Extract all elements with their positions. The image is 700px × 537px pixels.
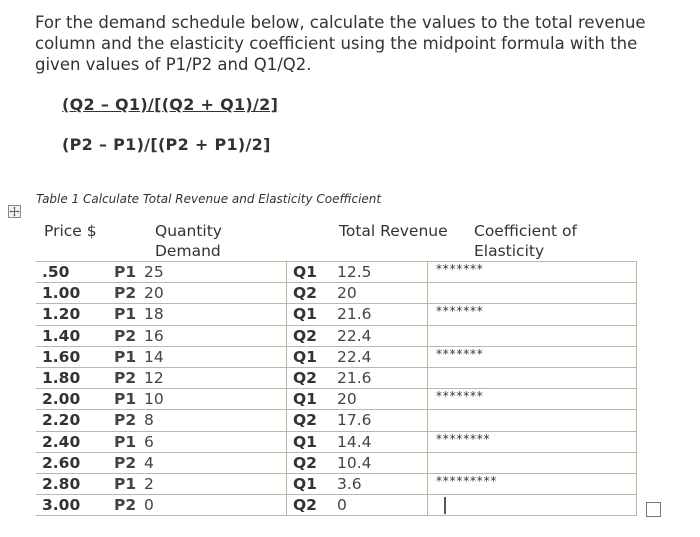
answer-checkbox[interactable] bbox=[646, 502, 661, 517]
table-caption: Table 1 Calculate Total Revenue and Elasticity Coefficient bbox=[36, 192, 382, 206]
spacer-cell bbox=[256, 262, 287, 283]
total-revenue-cell[interactable]: 21.6 bbox=[337, 367, 428, 388]
quantity-label-cell: Q1 bbox=[287, 431, 338, 452]
price-cell: 2.20 bbox=[36, 410, 114, 431]
quantity-label-cell: Q2 bbox=[287, 367, 338, 388]
formula-denominator: (P2 – P1)/[(P2 + P1)/2] bbox=[62, 135, 271, 154]
quantity-cell: 25 bbox=[144, 262, 256, 283]
header-coefficient-line2: Elasticity bbox=[474, 242, 545, 260]
quantity-label-cell: Q2 bbox=[287, 283, 338, 304]
price-cell: 1.40 bbox=[36, 325, 114, 346]
table-row bbox=[36, 367, 637, 388]
quantity-cell: 4 bbox=[144, 452, 256, 473]
table-row bbox=[36, 325, 637, 346]
total-revenue-cell[interactable]: 14.4 bbox=[337, 431, 428, 452]
spacer-cell bbox=[256, 495, 287, 516]
price-label-cell: P2 bbox=[114, 452, 144, 473]
spacer-cell bbox=[256, 325, 287, 346]
quantity-label-cell: Q2 bbox=[287, 325, 338, 346]
header-quantity-line2: Demand bbox=[155, 242, 221, 260]
spacer-cell bbox=[256, 410, 287, 431]
elasticity-cell[interactable] bbox=[428, 410, 637, 431]
elasticity-cell[interactable] bbox=[428, 367, 637, 388]
price-label-cell: P1 bbox=[114, 473, 144, 494]
elasticity-cell[interactable]: ******* bbox=[428, 304, 637, 325]
price-label-cell: P2 bbox=[114, 325, 144, 346]
table-row bbox=[36, 431, 637, 452]
total-revenue-cell[interactable]: 20 bbox=[337, 283, 428, 304]
spacer-cell bbox=[256, 473, 287, 494]
quantity-label-cell: Q1 bbox=[287, 304, 338, 325]
spacer-cell bbox=[256, 452, 287, 473]
quantity-cell: 16 bbox=[144, 325, 256, 346]
price-cell: 1.60 bbox=[36, 346, 114, 367]
price-cell: 2.60 bbox=[36, 452, 114, 473]
spacer-cell bbox=[256, 431, 287, 452]
total-revenue-cell[interactable]: 22.4 bbox=[337, 325, 428, 346]
price-cell: 3.00 bbox=[36, 495, 114, 516]
elasticity-cell[interactable]: ******* bbox=[428, 346, 637, 367]
quantity-label-cell: Q1 bbox=[287, 473, 338, 494]
elasticity-cell[interactable]: ******** bbox=[428, 431, 637, 452]
table-move-handle-icon[interactable] bbox=[8, 205, 21, 218]
spacer-cell bbox=[256, 304, 287, 325]
question-intro: For the demand schedule below, calculate the values to the total revenue column and the elasticity coefficient using the midpoint formula with the given values of P1/P2 and Q1/Q2. bbox=[35, 13, 646, 74]
quantity-cell: 0 bbox=[144, 495, 256, 516]
price-cell: 1.20 bbox=[36, 304, 114, 325]
table-row bbox=[36, 262, 637, 283]
price-label-cell: P1 bbox=[114, 304, 144, 325]
header-coefficient-line1: Coefficient of bbox=[474, 222, 577, 240]
elasticity-cell[interactable] bbox=[428, 325, 637, 346]
price-cell: 2.00 bbox=[36, 389, 114, 410]
price-cell: 2.80 bbox=[36, 473, 114, 494]
demand-schedule-table bbox=[36, 261, 637, 516]
header-total-revenue: Total Revenue bbox=[339, 222, 448, 240]
price-label-cell: P2 bbox=[114, 495, 144, 516]
quantity-cell: 6 bbox=[144, 431, 256, 452]
table-row bbox=[36, 283, 637, 304]
quantity-cell: 14 bbox=[144, 346, 256, 367]
table-row bbox=[36, 495, 637, 516]
quantity-label-cell: Q1 bbox=[287, 262, 338, 283]
elasticity-cell[interactable] bbox=[428, 452, 637, 473]
price-label-cell: P1 bbox=[114, 346, 144, 367]
quantity-cell: 20 bbox=[144, 283, 256, 304]
elasticity-cell[interactable]: ******* bbox=[428, 262, 637, 283]
elasticity-cell[interactable] bbox=[428, 283, 637, 304]
total-revenue-cell[interactable]: 22.4 bbox=[337, 346, 428, 367]
price-label-cell: P2 bbox=[114, 367, 144, 388]
price-label-cell: P1 bbox=[114, 262, 144, 283]
table-row bbox=[36, 389, 637, 410]
formula-numerator: (Q2 – Q1)/[(Q2 + Q1)/2] bbox=[62, 95, 279, 114]
quantity-label-cell: Q2 bbox=[287, 410, 338, 431]
total-revenue-cell[interactable]: 21.6 bbox=[337, 304, 428, 325]
spacer-cell bbox=[256, 346, 287, 367]
header-quantity-line1: Quantity bbox=[155, 222, 222, 240]
text-cursor bbox=[444, 497, 446, 514]
total-revenue-cell[interactable]: 20 bbox=[337, 389, 428, 410]
quantity-cell: 10 bbox=[144, 389, 256, 410]
total-revenue-cell[interactable]: 0 bbox=[337, 495, 428, 516]
quantity-label-cell: Q2 bbox=[287, 495, 338, 516]
spacer-cell bbox=[256, 367, 287, 388]
price-cell: .50 bbox=[36, 262, 114, 283]
table-row bbox=[36, 304, 637, 325]
table-row bbox=[36, 473, 637, 494]
total-revenue-cell[interactable]: 3.6 bbox=[337, 473, 428, 494]
table-row bbox=[36, 452, 637, 473]
quantity-label-cell: Q2 bbox=[287, 452, 338, 473]
quantity-cell: 18 bbox=[144, 304, 256, 325]
price-label-cell: P1 bbox=[114, 431, 144, 452]
quantity-cell: 8 bbox=[144, 410, 256, 431]
quantity-cell: 12 bbox=[144, 367, 256, 388]
price-cell: 2.40 bbox=[36, 431, 114, 452]
spacer-cell bbox=[256, 389, 287, 410]
price-label-cell: P2 bbox=[114, 283, 144, 304]
total-revenue-cell[interactable]: 10.4 bbox=[337, 452, 428, 473]
price-label-cell: P1 bbox=[114, 389, 144, 410]
price-cell: 1.00 bbox=[36, 283, 114, 304]
total-revenue-cell[interactable]: 17.6 bbox=[337, 410, 428, 431]
header-price: Price $ bbox=[44, 222, 97, 240]
price-label-cell: P2 bbox=[114, 410, 144, 431]
elasticity-cell[interactable] bbox=[428, 495, 637, 516]
table-row bbox=[36, 410, 637, 431]
table-row bbox=[36, 346, 637, 367]
elasticity-cell[interactable]: ********* bbox=[428, 473, 637, 494]
quantity-label-cell: Q1 bbox=[287, 389, 338, 410]
elasticity-cell[interactable]: ******* bbox=[428, 389, 637, 410]
total-revenue-cell[interactable]: 12.5 bbox=[337, 262, 428, 283]
quantity-label-cell: Q1 bbox=[287, 346, 338, 367]
quantity-cell: 2 bbox=[144, 473, 256, 494]
spacer-cell bbox=[256, 283, 287, 304]
price-cell: 1.80 bbox=[36, 367, 114, 388]
